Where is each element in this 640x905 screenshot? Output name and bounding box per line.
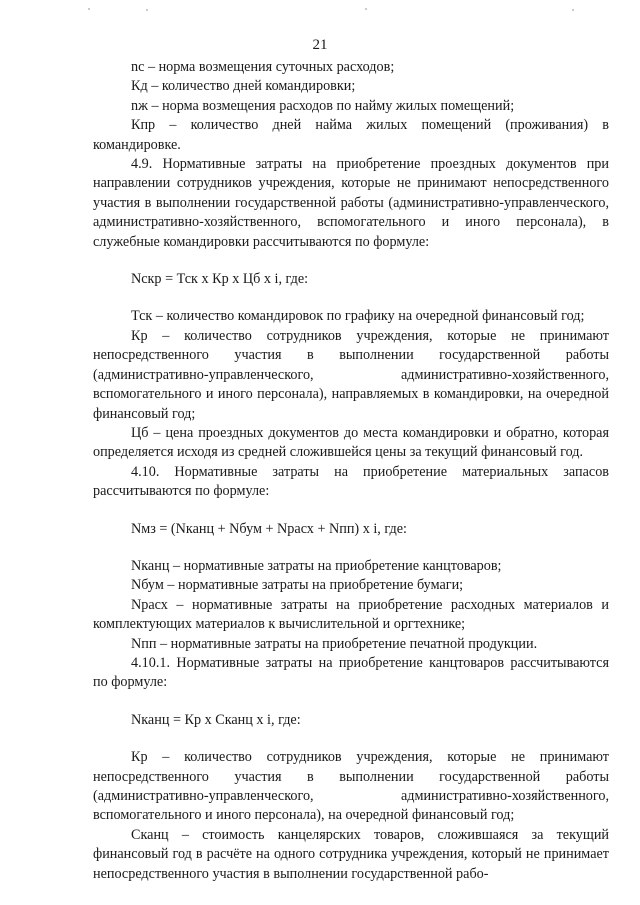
- definition-kpr: Кпр – количество дней найма жилых помещений (проживания) в командировке.: [93, 117, 609, 153]
- definition-nbum: Nбум – нормативные затраты на приобретение бумаги;: [131, 577, 464, 594]
- formula-nskr: Nскр = Тск х Кр х Цб х i, где:: [131, 271, 309, 288]
- page-number: 21: [312, 37, 328, 53]
- paragraph-4-10: 4.10. Нормативные затраты на приобретение материальных запасов рассчитываются по формуле:: [93, 463, 609, 500]
- scan-speck: [572, 9, 574, 11]
- definition-npp: Nпп – нормативные затраты на приобретение печатной продукции.: [131, 635, 538, 652]
- paragraph-4-9: 4.9. Нормативные затраты на приобретение проездных документов при направлении сотрудников учреждения, которые не принимают непосредственного участия в выполнении государственной работы (административно-управленческого, административно-хозяйственного, вспомогательного и иного персонала), в служебные командировки рассчитываются по формуле:: [93, 156, 609, 250]
- definition-skanc: Сканц – стоимость канцелярских товаров, сложившаяся за текущий финансовый год в расчёте на одного сотрудника учреждения, который не принимает непосредственного участия в выполнении государственной рабо-: [93, 826, 609, 882]
- formula-nkanc: Nканц = Кр х Сканц х i, где:: [131, 711, 301, 728]
- paragraph-4-10-1: 4.10.1. Нормативные затраты на приобретение канцтоваров рассчитываются по формуле:: [93, 654, 609, 691]
- document-body: [93, 58, 609, 884]
- definition-tsk: Тск – количество командировок по графику на очередной финансовый год;: [131, 308, 585, 325]
- scan-speck: [146, 9, 148, 11]
- scan-speck: [88, 8, 90, 10]
- definition-kr: Кр – количество сотрудников учреждения, которые не принимают непосредственного участия в выполнении государственной работы (административно-управленческого, административно-хозяйственного, вспомогательного и иного персонала), на очередной финансовый год;: [93, 749, 609, 824]
- definition-kd: Кд – количество дней командировки;: [131, 78, 356, 95]
- definition-nzh: nж – норма возмещения расходов по найму жилых помещений;: [131, 97, 515, 114]
- formula-nmz: Nмз = (Nканц + Nбум + Nрасх + Nпп) х i, где:: [131, 520, 407, 537]
- definition-nrash: Nрасх – нормативные затраты на приобретение расходных материалов и комплектующих материалов к вычислительной и оргтехнике;: [93, 596, 609, 633]
- definition-tsb: Цб – цена проездных документов до места командировки и обратно, которая определяется исходя из средней сложившейся цены за текущий финансовый год.: [93, 424, 609, 461]
- definition-nc: nc – норма возмещения суточных расходов;: [131, 59, 395, 75]
- scan-speck: [365, 8, 367, 10]
- definition-kr: Кр – количество сотрудников учреждения, которые не принимают непосредственного участия в выполнении государственной работы (административно-управленческого, административно-хозяйственного, вспомогательного и иного персонала), направляемых в командировки, на очередной финансовый год;: [93, 327, 609, 422]
- definition-nkanc: Nканц – нормативные затраты на приобретение канцтоваров;: [131, 557, 502, 574]
